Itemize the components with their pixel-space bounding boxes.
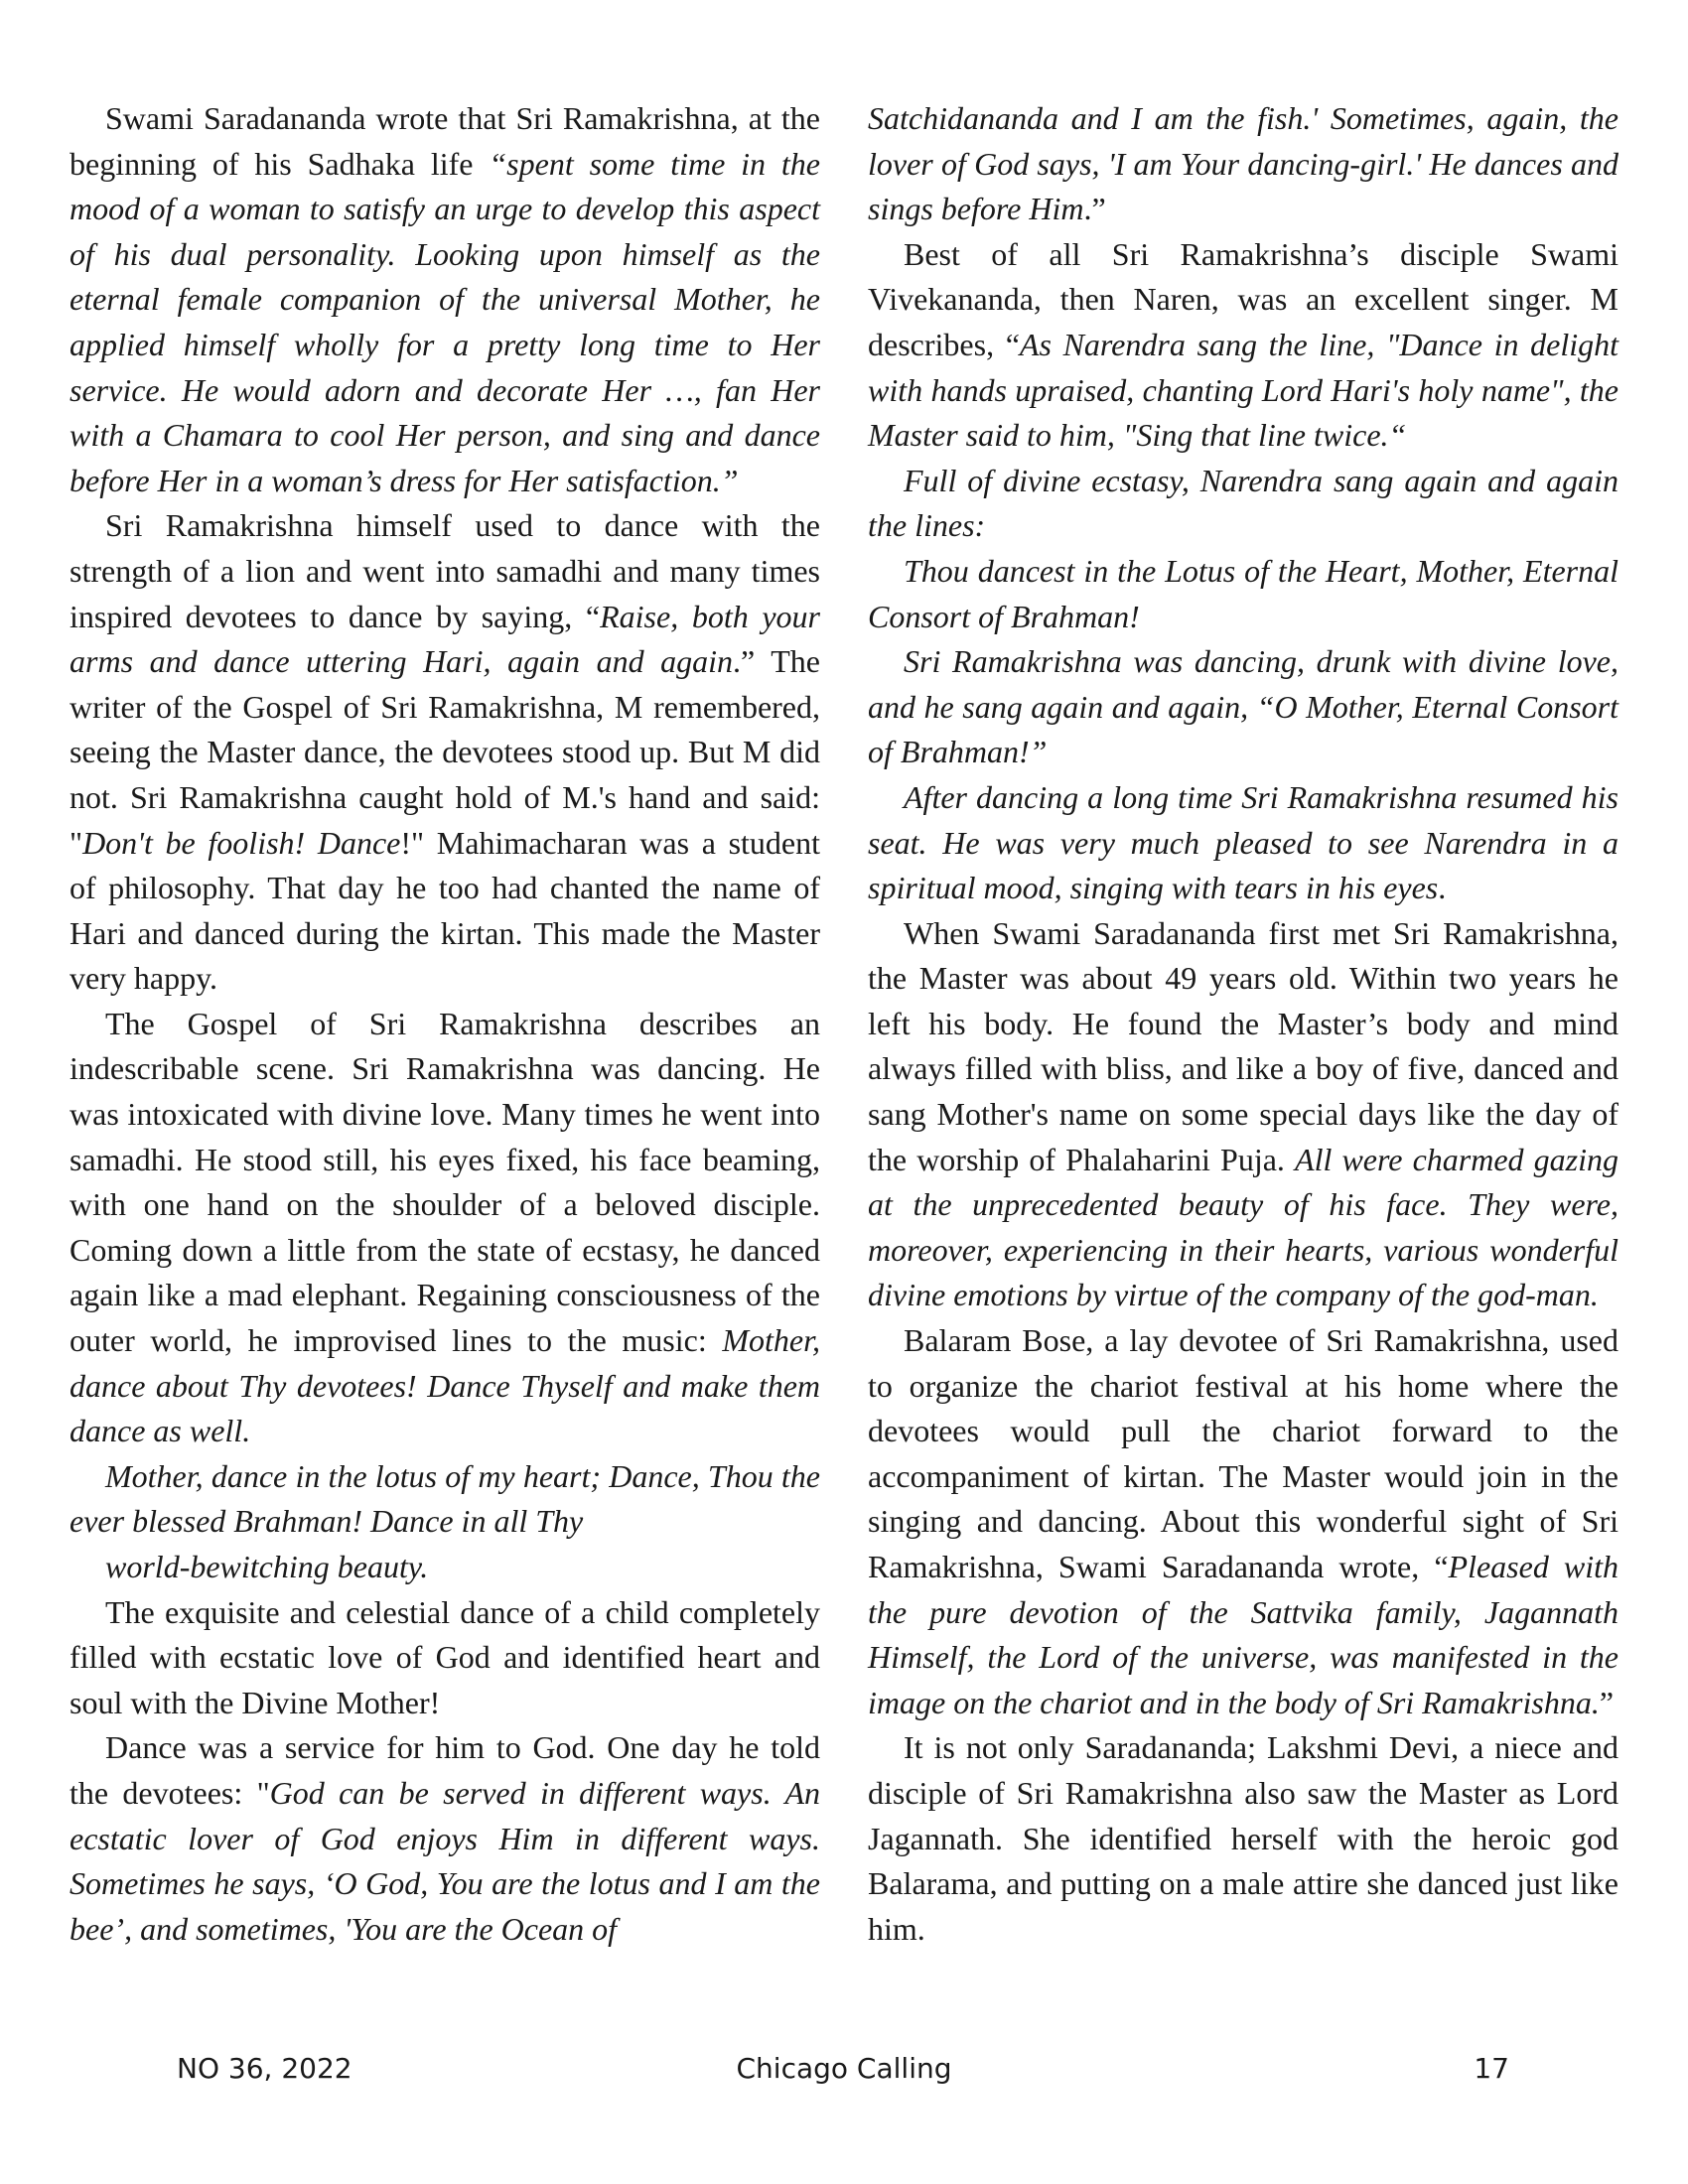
quote-text: Pleased with the pure devotion of the Sattvika family, Jagannath Himself, the Lord of the universe, was manifested in the image on the chariot and in the body of Sri Ramakrishna. [868, 1549, 1618, 1720]
paragraph [70, 96, 820, 503]
paragraph [70, 1725, 820, 1952]
quote-text: Don't be foolish! Dance [82, 824, 401, 861]
paragraph: The exquisite and celestial dance of a child completely filled with ecstatic love of God and identified heart and soul with the Divine Mother! [70, 1593, 820, 1720]
text-run: The Gospel of Sri Ramakrishna describes an indescribable scene. Sri Ramakrishna was dancing. He was intoxicated with divine love. Many times he went into samadhi. He stood still, his eyes fixed, his face beaming, with one hand on the shoulder of a beloved disciple. Coming down a little from the state of ecstasy, he danced again like a mad elephant. Regaining consciousness of the outer world, he improvised lines to the music: [70, 1005, 820, 1359]
quote-text: After dancing a long time Sri Ramakrishna resumed his seat. He was very much pleased to see Narendra in a spiritual mood, singing with tears in his eyes [868, 778, 1618, 906]
text-run: Dance was a service for him to God. One day he told the devotees: " [70, 1729, 820, 1811]
paragraph [868, 911, 1618, 1318]
verse-line: Thou dancest in the Lotus of the Heart, Mother, Eternal Consort of Brahman! [868, 552, 1618, 634]
text-run: Balaram Bose, a lay devotee of Sri Ramakrishna, used to organize the chariot festival at his home where the devotees would pull the chariot forward to the accompaniment of kirtan. The Master would join in the singing and dancing. About this wonderful sight of Sri Ramakrishna, Swami Saradananda wrote, “ [868, 1322, 1618, 1584]
text-run: .” The writer of the Gospel of Sri Ramakrishna, M remembered, seeing the Master dance, the devotees stood up. But M did not. Sri Ramakrishna caught hold of M.'s hand and said: " [70, 643, 821, 861]
quote-text: Mother, dance about Thy devotees! Dance Thyself and make them dance as well. [70, 1322, 820, 1449]
paragraph [70, 503, 820, 1002]
paragraph [868, 1318, 1618, 1725]
quote-text: As Narendra sang the line, "Dance in delight with hands upraised, chanting Lord Hari's holy name", the Master said to him, "Sing that line twice.“ [868, 326, 1619, 454]
quote-text: Satchidananda and I am the fish.' Sometimes, again, the lover of God says, 'I am Your dancing-girl.' He dances and sings before Him [868, 100, 1618, 227]
paragraph: It is not only Saradananda; Lakshmi Devi, a niece and disciple of Sri Ramakrishna also saw the Master as Lord Jagannath. She identified herself with the heroic god Balarama, and putting on a male attire she danced just like him. [868, 1729, 1618, 1947]
issue-label: NO 36, 2022 [177, 2052, 352, 2085]
paragraph [868, 96, 1618, 232]
verse-line: world-bewitching beauty. [105, 1549, 429, 1584]
publication-title: Chicago Calling [736, 2052, 952, 2085]
paragraph [70, 1002, 820, 1454]
text-run: ” [1599, 1684, 1615, 1720]
text-run: !" Mahimacharan was a student of philosophy. That day he too had chanted the name of Hari and danced during the kirtan. This made the Master very happy. [70, 824, 821, 997]
right-column [868, 96, 1618, 1952]
paragraph [868, 232, 1618, 459]
quote-text: Raise, both your arms and dance uttering Hari, again and again [70, 598, 820, 680]
text-run: . [1438, 870, 1447, 906]
quote-text: God can be served in different ways. An ecstatic lover of God enjoys Him in different ways. Sometimes he says, ‘O God, You are the lotus and I am the bee’, and sometimes, 'You are the Ocean of [70, 1774, 821, 1947]
quote-text: All were charmed gazing at the unprecedented beauty of his face. They were, moreover, experiencing in their hearts, various wonderful divine emotions by virtue of the company of the god-man. [868, 1141, 1619, 1313]
page-number: 17 [1474, 2052, 1509, 2085]
page-footer [0, 2052, 1688, 2092]
verse-line: Mother, dance in the lotus of my heart; Dance, Thou the ever blessed Brahman! Dance in all Thy [70, 1457, 820, 1540]
text-run: When Swami Saradananda first met Sri Ramakrishna, the Master was about 49 years old. Within two years he left his body. He found the Master’s body and mind always filled with bliss, and like a boy of five, danced and sang Mother's name on some special days like the day of the worship of Phalaharini Puja. [868, 914, 1618, 1177]
paragraph: Sri Ramakrishna was dancing, drunk with divine love, and he sang again and again, “O Mother, Eternal Consort of Brahman!” [868, 643, 1618, 770]
paragraph: Full of divine ecstasy, Narendra sang again and again the lines: [868, 462, 1618, 544]
quote-text: “spent some time in the mood of a woman to satisfy an urge to develop this aspect of his dual personality. Looking upon himself as the eternal female companion of the universal Mother, he applied himself wholly for a pretty long time to Her service. He would adorn and decorate Her …, fan Her with a Chamara to cool Her person, and sing and dance before Her in a woman’s dress for Her satisfaction.” [70, 145, 821, 498]
text-run: Sri Ramakrishna himself used to dance with the strength of a lion and went into samadhi and many times inspired devotees to dance by saying, “ [70, 507, 820, 634]
text-run: Best of all Sri Ramakrishna’s disciple Swami Vivekananda, then Naren, was an excellent singer. M describes, “ [868, 235, 1618, 362]
text-run: Swami Saradananda wrote that Sri Ramakrishna, at the beginning of his Sadhaka life [70, 100, 820, 182]
text-run: .” [1083, 191, 1106, 227]
left-column [70, 96, 820, 1952]
paragraph [868, 775, 1618, 911]
